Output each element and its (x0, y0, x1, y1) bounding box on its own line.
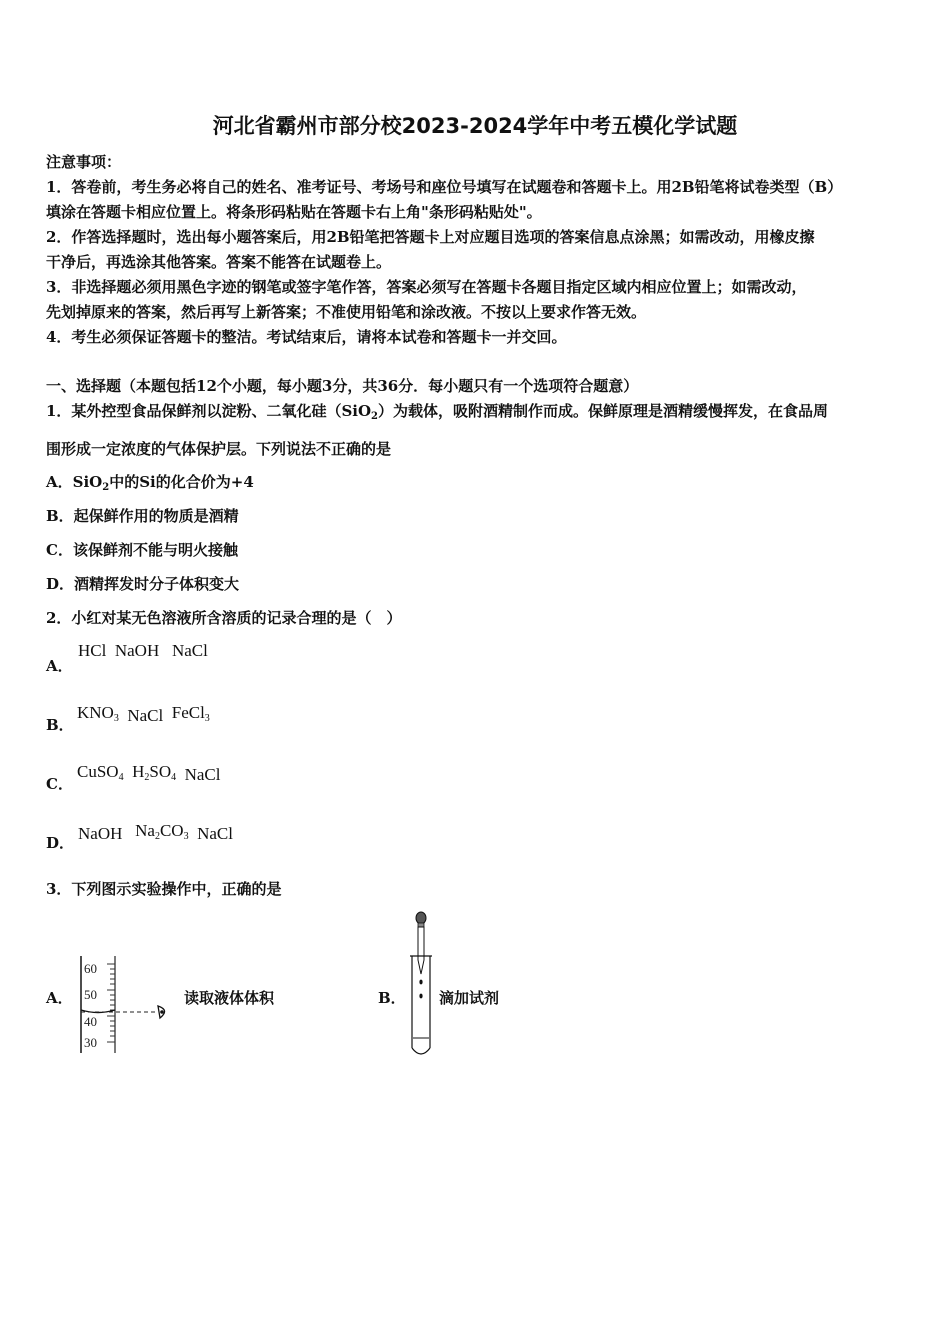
q1-option-a[interactable]: A．SiO$_2$中的Si的化合价为+4 (46, 473, 254, 493)
notice-line: 先划掉原来的答案，然后再写上新答案；不准使用铅笔和涂改液。不按以上要求作答无效。 (46, 303, 647, 321)
dropper-test-tube-figure (404, 908, 438, 1060)
q2-option-b-label[interactable]: B． (46, 716, 74, 734)
q1-stem-line2: 围形成一定浓度的气体保护层。下列说法不正确的是 (46, 440, 392, 458)
droplet-icon (419, 994, 422, 999)
notice-line: 1．答卷前，考生务必将自己的姓名、准考证号、考场号和座位号填写在试题卷和答题卡上。用2B铅笔将试卷类型（B） (46, 178, 843, 196)
q1-option-b[interactable]: B．起保鲜作用的物质是酒精 (46, 507, 239, 525)
q2-option-c-label[interactable]: C． (46, 775, 73, 793)
q2-option-a-formulas[interactable]: HCl NaOH NaCl (78, 641, 208, 660)
cylinder-tick-30: 30 (84, 1035, 97, 1050)
q3-stem: 3．下列图示实验操作中，正确的是 (46, 880, 282, 898)
notice-heading: 注意事项： (46, 153, 122, 171)
cylinder-scale-ticks (107, 964, 115, 1042)
dropper-icon (416, 912, 426, 974)
notice-line: 3．非选择题必须用黑色字迹的钢笔或签字笔作答，答案必须写在答题卡各题目指定区域内相应位置上；如需改动， (46, 278, 807, 296)
droplet-icon (419, 980, 422, 985)
section-heading: 一、选择题（本题包括12个小题，每小题3分，共36分．每小题只有一个选项符合题意） (46, 377, 639, 395)
cylinder-tick-50: 50 (84, 987, 97, 1002)
q2-option-c-formulas[interactable]: CuSO$_4$ $H_2SO_4$ NaCl (77, 762, 221, 784)
q2-option-a-label[interactable]: A． (46, 657, 73, 675)
notice-line: 4．考生必须保证答题卡的整洁。考试结束后，请将本试卷和答题卡一并交回。 (46, 328, 567, 346)
q1-stem-line1: 1．某外控型食品保鲜剂以淀粉、二氧化硅（SiO$_2$）为载体，吸附酒精制作而成。保鲜原理是酒精缓慢挥发，在食品周 (46, 402, 829, 422)
cylinder-tick-60: 60 (84, 961, 97, 976)
q2-option-d-formulas[interactable]: NaOH $Na_2CO_3$ NaCl (78, 821, 233, 843)
eye-icon (158, 1006, 165, 1018)
q3-option-a-caption: 读取液体体积 (184, 989, 275, 1007)
graduated-cylinder-figure (74, 952, 178, 1056)
page-title: 河北省霸州市部分校2023-2024学年中考五模化学试题 (212, 114, 738, 138)
cylinder-tick-40: 40 (84, 1014, 97, 1029)
notice-line: 填涂在答题卡相应位置上。将条形码粘贴在答题卡右上角"条形码粘贴处"。 (46, 203, 542, 221)
q1-option-c[interactable]: C．该保鲜剂不能与明火接触 (46, 541, 238, 559)
notice-line: 干净后，再选涂其他答案。答案不能答在试题卷上。 (46, 253, 392, 271)
q2-stem: 2．小红对某无色溶液所含溶质的记录合理的是（ ） (46, 609, 402, 627)
q2-option-d-label[interactable]: D． (46, 834, 75, 852)
q1-option-d[interactable]: D．酒精挥发时分子体积变大 (46, 575, 240, 593)
q3-option-b-label[interactable]: B． (378, 989, 406, 1007)
q2-option-b-formulas[interactable]: $KNO_3$ NaCl FeCl$_3$ (77, 703, 210, 725)
q3-option-b-caption: 滴加试剂 (439, 989, 500, 1007)
notice-line: 2．作答选择题时，选出每小题答案后，用2B铅笔把答题卡上对应题目选项的答案信息点涂黑；如需改动，用橡皮擦 (46, 228, 815, 246)
q3-option-a-label[interactable]: A． (46, 989, 73, 1007)
